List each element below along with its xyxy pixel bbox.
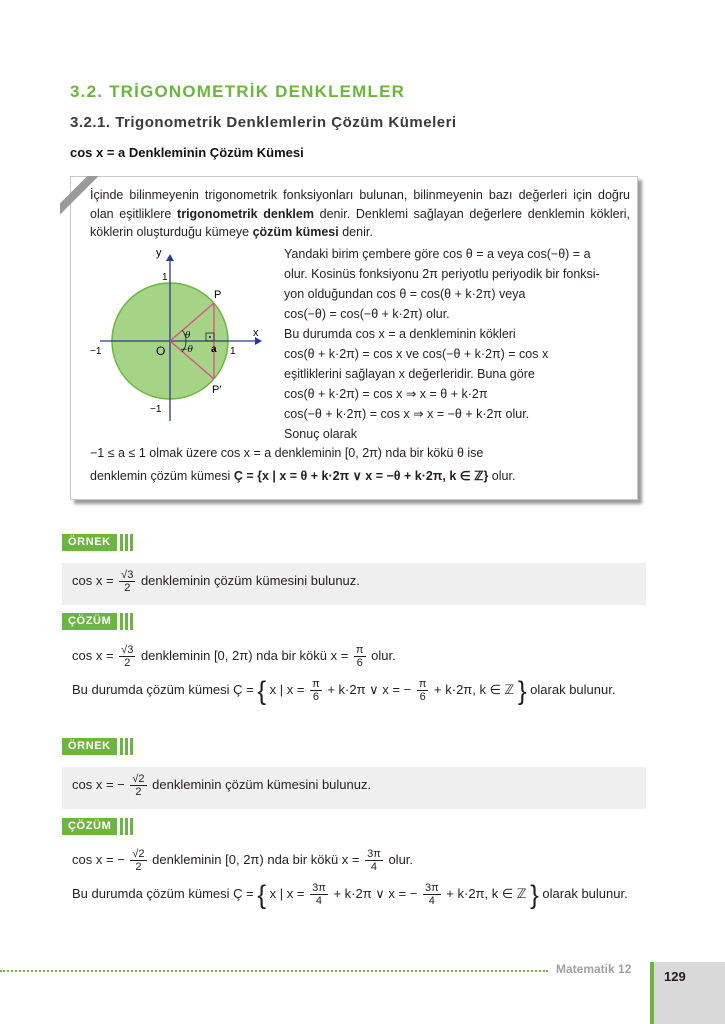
explanation-line: cos(θ + k·2π) = cos x ve cos(−θ + k·2π) = cos x [284,347,549,361]
solution-label-2 [62,818,135,835]
close-brace: } [517,675,527,706]
question-post: denkleminin çözüm kümesini bulunuz. [152,776,372,792]
text: denkleminin [0, 2π) nda bir kökü x = [140,647,349,663]
label-theta: θ [185,331,191,341]
question-post: denkleminin çözüm kümesini bulunuz. [140,572,360,588]
label-p: P [214,289,222,301]
text: olur. [388,851,414,867]
fraction-denominator: 2 [135,786,142,798]
explanation-line: cos(−θ) = cos(−θ + k·2π) olur. [284,307,450,321]
fraction [423,882,441,907]
fraction-denominator: 4 [428,895,435,907]
fraction [119,569,135,594]
fraction-numerator: √3 [121,644,134,656]
explanation-line: eşitliklerini sağlayan x değerleridir. Buna göre [284,367,535,381]
explanation-line: cos(θ + k·2π) = cos x ⇒ x = θ + k·2π [284,387,488,401]
term-solution-set: çözüm kümesi [252,225,339,239]
unit-circle-figure [90,246,270,426]
intro-text-3: denir. [338,225,373,239]
explanation-line: Bu durumda cos x = a denkleminin kökleri [284,327,516,341]
explanation-line: olur. Kosinüs fonksiyonu 2π periyotlu periyodik bir fonksi- [284,267,600,281]
solution-label-1 [62,613,135,630]
text: + k·2π ∨ x = − [327,681,412,697]
open-brace: { [257,675,267,706]
explanation-line: yon olduğundan cos θ = cos(θ + k·2π) veya [284,287,526,301]
label-minus-one-bottom: −1 [150,404,162,415]
text: cos x = [72,647,114,663]
label-origin: O [156,344,166,358]
solution-1-line-1 [72,644,396,669]
conclusion-solution-set: Ç = {x | x = θ + k·2π ∨ x = −θ + k·2π, k ∈ ℤ} [233,469,489,483]
footer-dotted-line [0,970,548,972]
intro-text-2: denir. Denklemi sağlayan değerlere denklemin kökleri, köklerin oluşturduğu kümeye [90,206,631,239]
fraction [365,848,383,873]
subsection-title: 3.2.1. Trigonometrik Denklemlerin Çözüm Kümeleri [70,114,457,131]
fraction-denominator: 6 [356,657,363,669]
example-label-2 [62,738,135,755]
conclusion-line-1: −1 ≤ a ≤ 1 olmak üzere cos x = a denkleminin [0, 2π) nda bir kökü θ ise [90,446,484,460]
fraction-numerator: 3π [367,848,381,860]
fraction [130,848,146,873]
label-minus-one-left: −1 [90,346,102,357]
text: olarak bulunur. [530,681,616,697]
fraction-numerator: π [418,678,427,690]
text: olur. [371,647,396,663]
question-1 [72,569,360,594]
explanation-column [284,244,629,444]
fraction-denominator: 2 [124,657,131,669]
fraction-numerator: √2 [132,773,145,785]
stripes-decoration [120,738,135,755]
question-pre: cos x = [72,572,114,588]
explanation-line: Yandaki birim çembere göre cos θ = a veya cos(−θ) = a [284,247,591,261]
label-x: x [253,327,259,339]
fraction-numerator: π [355,644,364,656]
text: x | x = [269,681,305,697]
text: + k·2π ∨ x = − [333,885,418,901]
stripes-decoration [120,613,135,630]
text: denkleminin [0, 2π) nda bir kökü x = [152,851,360,867]
example-tag: ÖRNEK [62,738,117,755]
book-title: Matematik 12 [556,962,632,976]
stripes-decoration [120,534,135,551]
label-a: a [211,344,217,355]
open-brace: { [257,879,267,910]
fraction-denominator: 6 [312,691,319,703]
fraction [130,773,146,798]
example-label-1 [62,534,135,551]
fraction-numerator: 3π [424,882,439,894]
question-pre: cos x = − [72,776,125,792]
example-tag: ÖRNEK [62,534,117,551]
conclusion-post: olur. [488,469,516,483]
label-p-prime: P′ [212,384,222,396]
page-number: 129 [664,969,686,984]
text: + k·2π, k ∈ ℤ [446,885,527,901]
section-title: 3.2. TRİGONOMETRİK DENKLEMLER [70,82,406,101]
intro-text-1: İçinde bilinmeyenin trigonometrik fonksiyonları bulunan, bilinmeyenin bazı değerleri için doğru olan eşitliklere [90,188,630,221]
label-y: y [156,247,162,259]
fraction-numerator: π [312,678,320,690]
fraction-denominator: 4 [315,895,323,907]
label-one-right: 1 [230,346,236,357]
solution-2-line-1 [72,848,413,873]
right-angle-dot [209,336,211,338]
fraction-denominator: 2 [124,582,131,594]
solution-tag: ÇÖZÜM [62,818,117,835]
fraction-numerator: √3 [121,569,134,581]
text: cos x = − [72,851,125,867]
fraction [119,644,135,669]
text: Bu durumda çözüm kümesi Ç = [72,681,254,697]
text: + k·2π, k ∈ ℤ [434,681,515,697]
fraction-denominator: 4 [370,861,378,873]
fraction [417,678,429,703]
label-minus-theta: −θ [180,345,193,355]
fraction [354,644,366,669]
y-axis-arrow [166,254,174,261]
text: olarak bulunur. [542,885,628,901]
label-one-top: 1 [162,272,168,283]
fraction-denominator: 2 [135,861,142,873]
text: Bu durumda çözüm kümesi Ç = [72,885,254,901]
intro-paragraph [90,186,630,242]
conclusion-pre: denklemin çözüm kümesi [90,469,234,483]
text: x | x = [269,885,305,901]
fraction [310,882,328,907]
fraction [310,678,322,703]
explanation-line: Sonuç olarak [284,427,357,441]
stripes-decoration [120,818,135,835]
fraction-denominator: 6 [419,691,426,703]
solution-tag: ÇÖZÜM [62,613,117,630]
solution-2-line-2 [72,879,628,910]
solution-1-line-2 [72,675,616,706]
term-trigonometric-equation: trigonometrik denklem [177,206,314,221]
conclusion-line-2 [90,468,515,483]
fraction-numerator: 3π [312,882,326,894]
question-2 [72,773,371,798]
explanation-line: cos(−θ + k·2π) = cos x ⇒ x = −θ + k·2π olur. [284,407,530,421]
close-brace: } [530,879,539,910]
fraction-numerator: √2 [132,848,145,860]
topic-title: cos x = a Denkleminin Çözüm Kümesi [70,145,304,160]
